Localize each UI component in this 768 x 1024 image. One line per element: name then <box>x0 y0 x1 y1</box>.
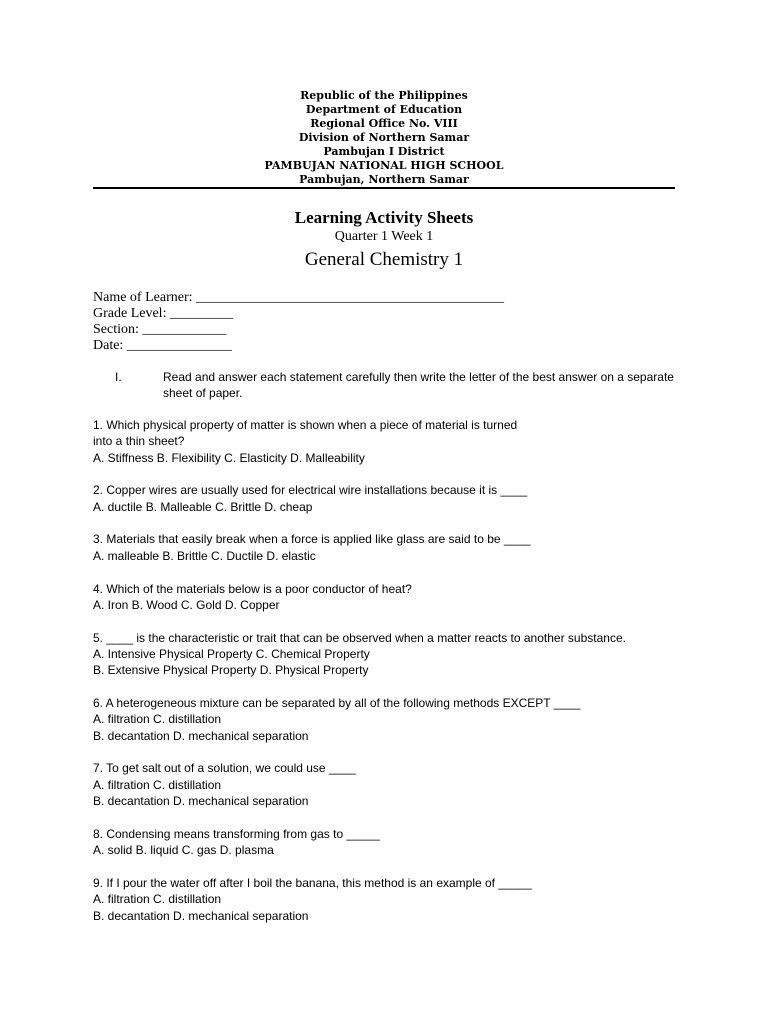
header-department: Department of Education <box>305 103 463 116</box>
header-republic: Republic of the Philippines <box>300 89 468 102</box>
header-division: Division of Northern Samar <box>298 131 470 144</box>
question-item <box>93 826 693 859</box>
title-block <box>0 208 768 272</box>
grade-level-field: Grade Level: _________ <box>93 306 233 321</box>
question-choices: A. filtration C. distillation <box>93 777 222 792</box>
instruction-text: Read and answer each statement carefully then write the letter of the best answer on a separate sheet of paper. <box>163 370 674 400</box>
question-stem: 2. Copper wires are usually used for electrical wire installations because it is ____ <box>93 483 528 498</box>
question-stem: 3. Materials that easily break when a force is applied like glass are said to be ____ <box>93 532 531 547</box>
question-choices: B. Extensive Physical Property D. Physical Property <box>93 663 369 678</box>
header-regional-office: Regional Office No. VIII <box>310 117 458 130</box>
school-header <box>0 89 768 187</box>
question-choices: A. filtration C. distillation <box>93 892 222 907</box>
learner-name-field: Name of Learner: ____________________________________________ <box>93 290 504 305</box>
question-choices: A. filtration C. distillation <box>93 712 222 727</box>
section-field: Section: ____________ <box>93 322 227 337</box>
question-item <box>93 760 693 809</box>
question-choices: A. Intensive Physical Property C. Chemical Property <box>93 646 370 661</box>
header-district: Pambujan I District <box>323 145 445 158</box>
question-stem: 5. ____ is the characteristic or trait that can be observed when a matter reacts to another substance. <box>93 630 626 645</box>
question-item <box>93 581 693 614</box>
question-choices: A. Stiffness B. Flexibility C. Elasticity D. Malleability <box>93 450 365 465</box>
question-item <box>93 630 693 679</box>
question-choices: B. decantation D. mechanical separation <box>93 908 309 923</box>
question-item <box>93 531 693 564</box>
question-item <box>93 417 693 466</box>
header-divider <box>93 187 675 189</box>
question-stem: 7. To get salt out of a solution, we could use ____ <box>93 761 356 776</box>
question-choices: A. Iron B. Wood C. Gold D. Copper <box>93 597 280 612</box>
quarter-label: Quarter 1 Week 1 <box>334 229 434 244</box>
question-choices: A. ductile B. Malleable C. Brittle D. cheap <box>93 499 313 514</box>
question-stem: 1. Which physical property of matter is shown when a piece of material is turned <box>93 418 518 432</box>
question-list <box>93 417 693 940</box>
learner-info <box>93 290 504 354</box>
question-choices: B. decantation D. mechanical separation <box>93 794 309 809</box>
question-stem: 9. If I pour the water off after I boil the banana, this method is an example of _____ <box>93 875 532 890</box>
question-stem: 4. Which of the materials below is a poor conductor of heat? <box>93 581 412 596</box>
question-item <box>93 482 693 515</box>
question-item <box>93 695 693 744</box>
header-address: Pambujan, Northern Samar <box>299 173 469 186</box>
question-choices: B. decantation D. mechanical separation <box>93 728 309 743</box>
question-item <box>93 875 693 924</box>
header-school-name: PAMBUJAN NATIONAL HIGH SCHOOL <box>264 159 504 172</box>
question-choices: into a thin sheet? <box>93 434 185 449</box>
question-stem: 8. Condensing means transforming from gas to _____ <box>93 826 380 841</box>
question-stem: 6. A heterogeneous mixture can be separated by all of the following methods EXCEPT ____ <box>93 696 581 711</box>
date-field: Date: _______________ <box>93 338 232 353</box>
page-title: Learning Activity Sheets <box>294 208 474 227</box>
subject-title: General Chemistry 1 <box>304 249 464 270</box>
instruction-number: I. <box>115 370 122 384</box>
question-choices: A. solid B. liquid C. gas D. plasma <box>93 843 274 858</box>
question-choices: A. malleable B. Brittle C. Ductile D. elastic <box>93 548 316 563</box>
